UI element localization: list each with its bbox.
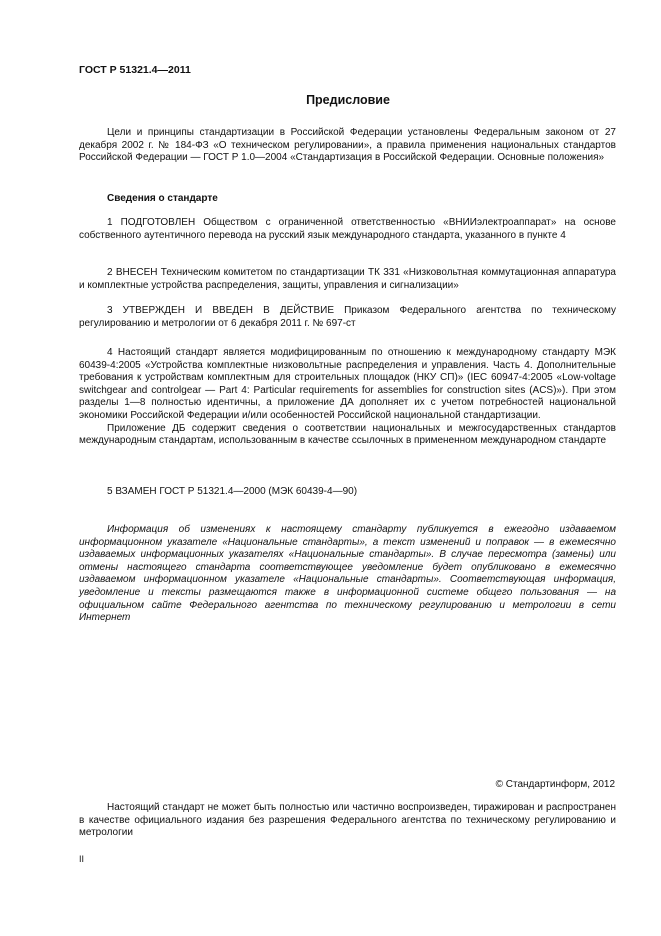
document-header: ГОСТ Р 51321.4—2011 xyxy=(79,64,191,76)
item-2-text: 2 ВНЕСЕН Техническим комитетом по стандартизации ТК 331 «Низковольтная коммутационная аппаратура и комплектные устройства распределения, защиты, управления и сигнализации» xyxy=(79,267,616,291)
item-4-annex-text: Приложение ДБ содержит сведения о соответствии национальных и межгосударственных стандартов международным стандартам, использованным в качестве ссылочных в примененном международном стандарте xyxy=(79,422,616,447)
page-number: II xyxy=(79,854,85,864)
item-4-block xyxy=(79,347,616,448)
standard-info-heading: Сведения о стандарте xyxy=(107,193,218,204)
page-title: Предисловие xyxy=(306,93,390,107)
item-3-block xyxy=(79,305,616,330)
item-3-text: 3 УТВЕРЖДЕН И ВВЕДЕН В ДЕЙСТВИЕ Приказом Федерального агентства по техническому регулированию и метрологии от 6 декабря 2011 г. № 697-ст xyxy=(79,305,616,329)
intro-text: Цели и принципы стандартизации в Российской Федерации установлены Федеральным законом от 27 декабря 2002 г. № 184-ФЗ «О техническом регулировании», а правила применения национальных стандартов Российской Федерации — ГОСТ Р 1.0—2004 «Стандартизация в Российской Федерации. Основные положения» xyxy=(79,127,616,164)
item-4-text: 4 Настоящий стандарт является модифицированным по отношению к международному стандарту МЭК 60439-4:2005 «Устройства комплектные низковольтные распределения и управления. Часть 4. Дополнительные требования к устройствам комплектным для строительных площадок (НКУ СП)» (IEC 60947-4:2005 «Low-voltage switchgear and controlgear — Part 4: Particular requirements for assemblies for construction sites (ACS)»). При этом разделы 1—8 полностью идентичны, а приложение ДА дополняет их с учетом потребностей национальной экономики Российской Федерации и/или особенностей Российской национальной стандартизации. xyxy=(79,347,616,421)
reproduction-notice-text: Настоящий стандарт не может быть полностью или частично воспроизведен, тиражирован и распространен в качестве официального издания без разрешения Федерального агентства по техническому регулированию и метрологии xyxy=(79,802,616,839)
intro-paragraph xyxy=(79,127,616,165)
standard-info-heading-block xyxy=(79,193,616,206)
info-notice-block xyxy=(79,524,616,625)
item-5-text: 5 ВЗАМЕН ГОСТ Р 51321.4—2000 (МЭК 60439-4—90) xyxy=(107,486,358,497)
info-notice-text: Информация об изменениях к настоящему стандарту публикуется в ежегодно издаваемом информационном указателе «Национальные стандарты», а текст изменений и поправок — в ежемесячно издаваемых информационных указателях «Национальные стандарты». В случае пересмотра (замены) или отмены настоящего стандарта соответствующее уведомление будет опубликовано в ежемесячно издаваемом информационном указателе «Национальные стандарты». Соответствующая информация, уведомление и тексты размещаются также в информационной системе общего пользования — на официальном сайте Федерального агентства по техническому регулированию и метрологии в сети Интернет xyxy=(79,524,616,624)
reproduction-notice-block xyxy=(79,802,616,840)
item-1-text: 1 ПОДГОТОВЛЕН Обществом с ограниченной ответственностью «ВНИИэлектроаппарат» на основе собственного аутентичного перевода на русский язык международного стандарта, указанного в пункте 4 xyxy=(79,217,616,241)
copyright-line: © Стандартинформ, 2012 xyxy=(495,779,615,790)
item-1-block xyxy=(79,217,616,242)
item-2-block xyxy=(79,267,616,292)
item-5-block xyxy=(79,486,616,499)
